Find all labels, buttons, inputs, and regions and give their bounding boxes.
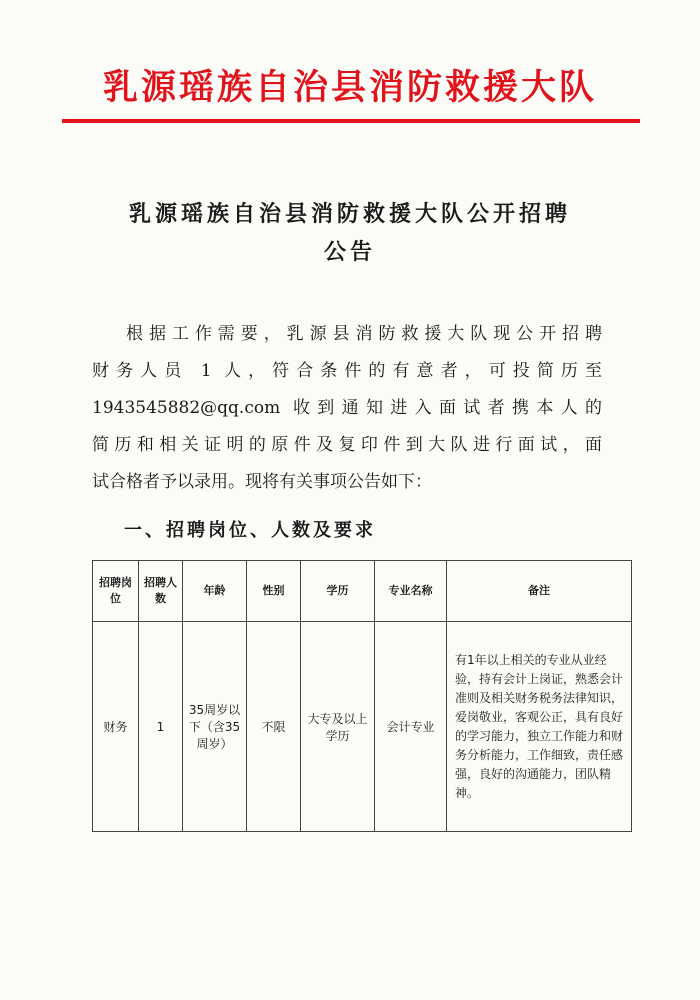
- letterhead-divider: [62, 119, 640, 123]
- cell-major: 会计专业: [375, 622, 447, 832]
- body-line-4: 简历和相关证明的原件及复印件到大队进行面试，面: [92, 435, 602, 455]
- title-line-2: 公告: [323, 240, 376, 265]
- table-header-row: [93, 561, 632, 622]
- header-remark: 备注: [447, 561, 632, 622]
- section-heading: 一、招聘岗位、人数及要求: [124, 520, 376, 541]
- header-age: 年龄: [183, 561, 247, 622]
- body-line-5: 试合格者予以录用。现将有关事项公告如下：: [92, 472, 432, 492]
- header-major: 专业名称: [375, 561, 447, 622]
- letterhead-title: 乳源瑶族自治县消防救援大队: [102, 68, 597, 108]
- cell-remark: 有1年以上相关的专业从业经验，持有会计上岗证，熟悉会计准则及相关财务税务法律知识，爱岗敬业，客观公正，具有良好的学习能力，独立工作能力和财务分析能力，工作细致，责任感强，良好的沟通能力，团队精神。: [447, 622, 632, 832]
- cell-count: 1: [139, 622, 183, 832]
- body-line-3: 1943545882@qq.com 收到通知进入面试者携本人的: [92, 398, 602, 418]
- body-line-1: 根据工作需要，乳源县消防救援大队现公开招聘: [126, 324, 602, 344]
- header-gender: 性别: [247, 561, 301, 622]
- header-count: 招聘人数: [139, 561, 183, 622]
- cell-age: 35周岁以下（含35周岁）: [183, 622, 247, 832]
- document-title: [80, 196, 620, 272]
- body-line-2: 财务人员 1 人，符合条件的有意者，可投简历至: [92, 361, 602, 381]
- title-line-1: 乳源瑶族自治县消防救援大队公开招聘: [128, 202, 571, 227]
- header-education: 学历: [301, 561, 375, 622]
- requirements-table: [92, 560, 632, 832]
- table-row: [93, 622, 632, 832]
- body-paragraph: [92, 316, 602, 501]
- cell-gender: 不限: [247, 622, 301, 832]
- header-position: 招聘岗位: [93, 561, 139, 622]
- cell-position: 财务: [93, 622, 139, 832]
- cell-education: 大专及以上学历: [301, 622, 375, 832]
